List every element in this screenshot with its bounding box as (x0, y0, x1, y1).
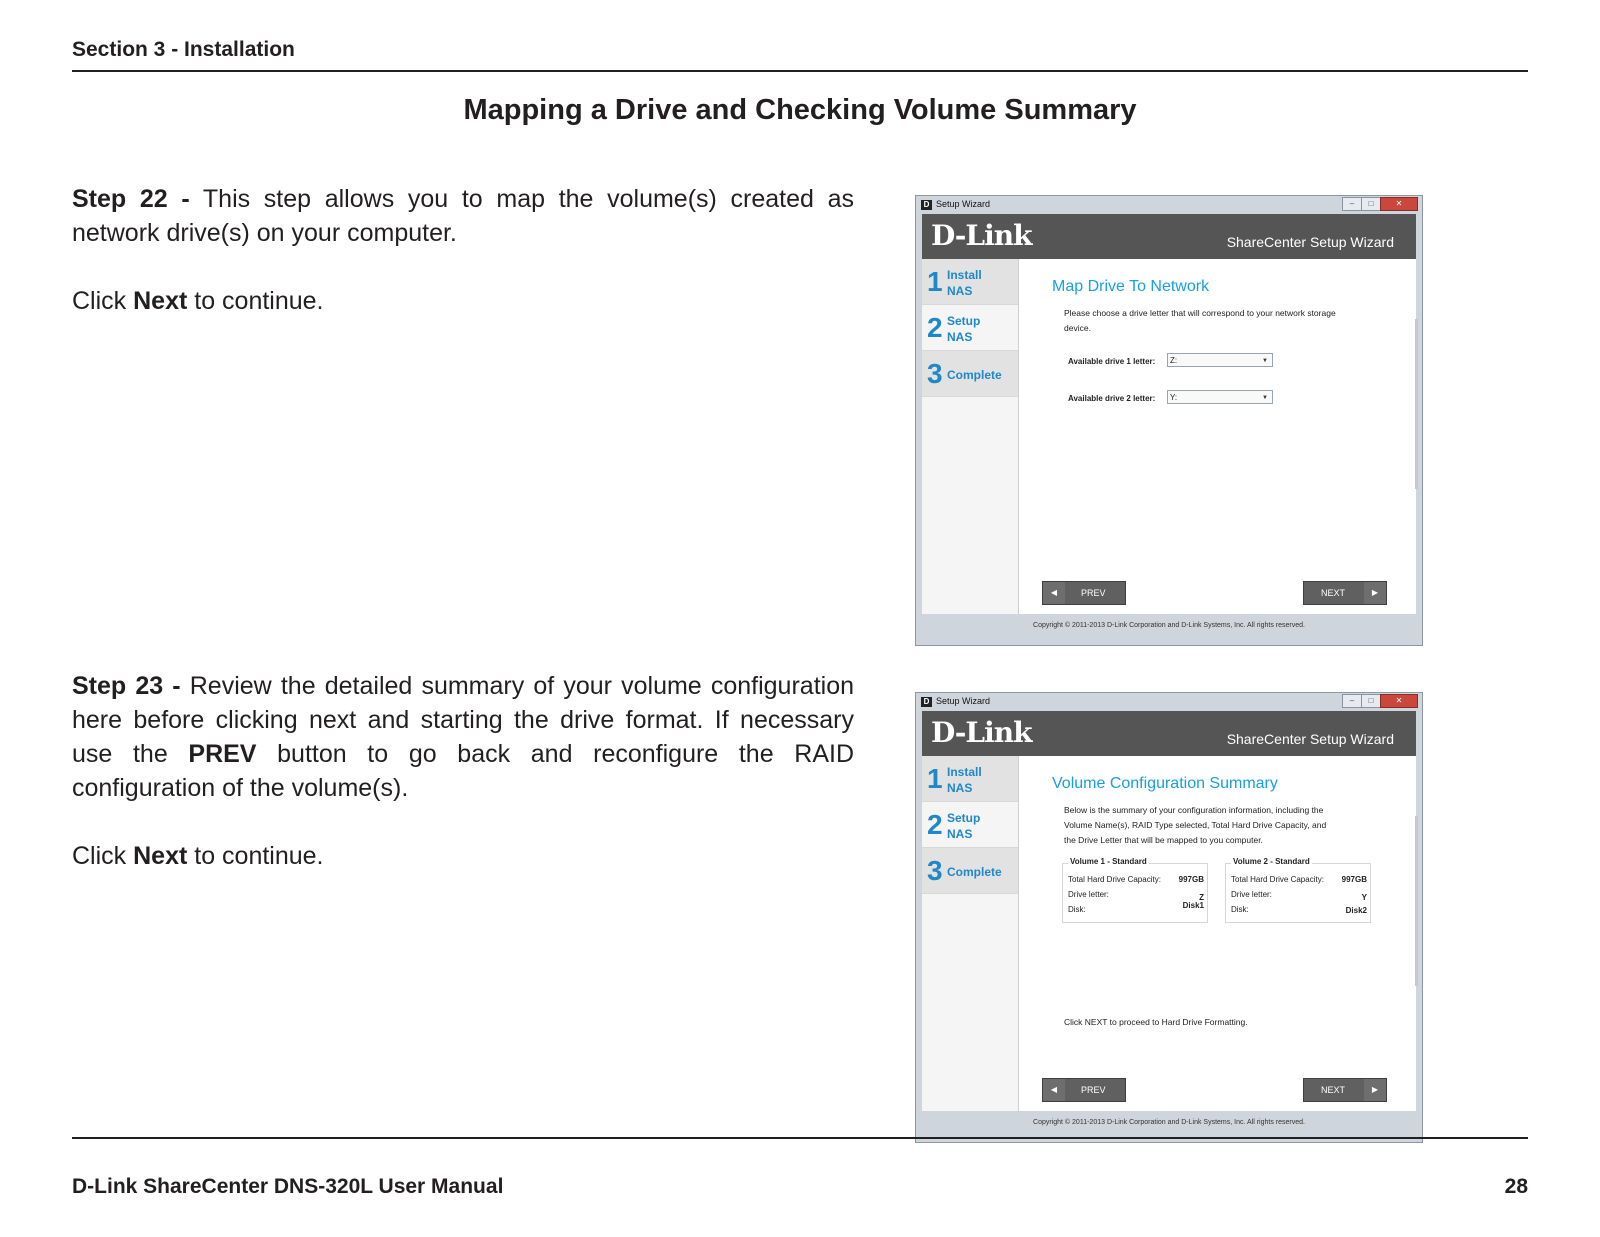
next-label: NEXT (1321, 1085, 1346, 1095)
capacity-label: Total Hard Drive Capacity: (1231, 875, 1324, 884)
header-rule (72, 70, 1528, 72)
wizard-title: ShareCenter Setup Wizard (1226, 234, 1394, 250)
volume-title: Volume 2 - Standard (1233, 857, 1310, 866)
disk-label: Disk: (1231, 905, 1249, 914)
manual-title: D-Link ShareCenter DNS-320L User Manual (72, 1175, 504, 1198)
continue-text: to continue. (187, 842, 324, 870)
content-title: Map Drive To Network (1052, 278, 1210, 295)
step-number: 2 (927, 809, 943, 840)
capacity-value: 997GB (1341, 875, 1367, 884)
content-description: Please choose a drive letter that will correspond to your network storage device. (1064, 308, 1336, 333)
disk-label: Disk: (1068, 905, 1086, 914)
setup-wizard-window-map-drive (915, 195, 1423, 646)
window-title: Setup Wizard (936, 199, 991, 209)
close-icon[interactable]: ✕ (1380, 694, 1418, 708)
click-text: Click (72, 287, 134, 315)
step-label: Install (947, 765, 982, 779)
disk-value: Disk1 (1182, 901, 1204, 910)
window-title: Setup Wizard (936, 696, 991, 706)
footer-rule (72, 1137, 1528, 1139)
minimize-icon[interactable]: – (1342, 197, 1362, 211)
step-23-text (72, 669, 854, 873)
volume-title: Volume 1 - Standard (1070, 857, 1147, 866)
setup-wizard-window-volume-summary (915, 692, 1423, 1143)
arrow-left-icon: ◀ (1043, 1079, 1065, 1101)
volume-2-summary (1225, 857, 1371, 923)
step-22-continue (72, 284, 854, 318)
capacity-row (1231, 875, 1367, 884)
next-button[interactable] (1303, 1078, 1387, 1102)
window-controls (1343, 197, 1418, 211)
drive-letter-row (1231, 890, 1367, 902)
step-number: 1 (927, 266, 943, 297)
drive-letter-row (1068, 890, 1204, 902)
prev-button[interactable] (1042, 581, 1126, 605)
sidebar-item-complete (922, 848, 1018, 894)
maximize-icon[interactable]: □ (1361, 694, 1381, 708)
step-number: 1 (927, 763, 943, 794)
drive-letter-label: Drive letter: (1068, 890, 1109, 899)
next-label: NEXT (1321, 588, 1346, 598)
sidebar-item-complete (922, 351, 1018, 397)
step-label: NAS (947, 781, 973, 795)
section-header: Section 3 - Installation (72, 38, 295, 61)
disk-row (1231, 905, 1367, 914)
step-23-label: Step 23 - (72, 672, 181, 700)
step-23-continue (72, 839, 854, 873)
prev-word: PREV (188, 740, 257, 768)
drive-1-select[interactable] (1167, 353, 1273, 367)
window-controls (1343, 694, 1418, 708)
copyright: Copyright © 2011-2013 D-Link Corporation and D-Link Systems, Inc. All rights reserved. (1033, 1119, 1305, 1126)
content-description: Below is the summary of your configuration information, including the Volume Name(s), RAID Type selected, Total Hard Drive Capacity, and the Drive Letter that will be mapped to you computer. (1064, 805, 1327, 845)
copyright: Copyright © 2011-2013 D-Link Corporation and D-Link Systems, Inc. All rights reserved. (1033, 622, 1305, 629)
step-label: Setup (947, 811, 981, 825)
click-text: Click (72, 842, 134, 870)
volume-1-summary (1062, 857, 1208, 923)
wizard-banner (922, 214, 1416, 259)
step-number: 3 (927, 855, 943, 886)
format-note: Click NEXT to proceed to Hard Drive Formatting. (1064, 1017, 1248, 1027)
capacity-row (1068, 875, 1204, 884)
wizard-body (922, 259, 1416, 614)
step-label: Complete (947, 368, 1002, 382)
drive-1-value: Z: (1170, 356, 1178, 365)
sidebar-item-setup-nas (922, 802, 1018, 848)
drive-2-value: Y: (1170, 393, 1178, 402)
step-23-body-b: button to go back and reconfigure the RAID configuration of the volume(s). (72, 740, 855, 802)
dlink-logo: D-Link (931, 716, 1032, 749)
disk-value: Disk2 (1345, 906, 1367, 915)
prev-label: PREV (1081, 588, 1106, 598)
next-button[interactable] (1303, 581, 1387, 605)
drive-2-label: Available drive 2 letter: (1068, 394, 1156, 403)
arrow-left-icon: ◀ (1043, 582, 1065, 604)
capacity-value: 997GB (1178, 875, 1204, 884)
step-label: Install (947, 268, 982, 282)
step-22-label: Step 22 - (72, 185, 190, 213)
step-label: Complete (947, 865, 1002, 879)
wizard-title: ShareCenter Setup Wizard (1226, 731, 1394, 747)
app-icon: D (921, 697, 932, 707)
content-title: Volume Configuration Summary (1052, 775, 1278, 792)
sidebar-item-install-nas (922, 756, 1018, 802)
page-number: 28 (1504, 1175, 1528, 1198)
drive-letter-label: Drive letter: (1231, 890, 1272, 899)
maximize-icon[interactable]: □ (1361, 197, 1381, 211)
arrow-right-icon: ▶ (1364, 582, 1386, 604)
dlink-logo: D-Link (931, 219, 1032, 252)
step-22-paragraph (72, 182, 854, 250)
window-titlebar (916, 196, 1422, 214)
wizard-steps-sidebar (922, 756, 1019, 1111)
step-label: Setup (947, 314, 981, 328)
step-number: 3 (927, 358, 943, 389)
prev-button[interactable] (1042, 1078, 1126, 1102)
disk-row (1068, 901, 1204, 914)
sidebar-item-setup-nas (922, 305, 1018, 351)
wizard-body (922, 756, 1416, 1111)
step-23-paragraph (72, 669, 854, 805)
minimize-icon[interactable]: – (1342, 694, 1362, 708)
next-word: Next (133, 842, 188, 870)
step-label: NAS (947, 827, 973, 841)
step-number: 2 (927, 312, 943, 343)
prev-label: PREV (1081, 1085, 1106, 1095)
wizard-banner (922, 711, 1416, 756)
page-title: Mapping a Drive and Checking Volume Summary (463, 94, 1137, 126)
arrow-right-icon: ▶ (1364, 1079, 1386, 1101)
wizard-steps-sidebar (922, 259, 1019, 614)
sidebar-item-install-nas (922, 259, 1018, 305)
close-icon[interactable]: ✕ (1380, 197, 1418, 211)
scrollbar[interactable] (1415, 319, 1418, 489)
drive-letter-value: Y (1361, 893, 1367, 902)
drive-1-label: Available drive 1 letter: (1068, 357, 1156, 366)
step-23-body-a: Review the detailed summary of your volume configuration here before clicking next and starting the drive format. If necessary use the (72, 672, 855, 768)
capacity-label: Total Hard Drive Capacity: (1068, 875, 1161, 884)
app-icon: D (921, 200, 932, 210)
next-word: Next (133, 287, 188, 315)
chevron-down-icon: ▼ (1262, 358, 1268, 364)
scrollbar[interactable] (1415, 816, 1418, 986)
step-label: NAS (947, 284, 973, 298)
step-22-text (72, 182, 854, 318)
step-label: NAS (947, 330, 973, 344)
step-22-body: This step allows you to map the volume(s) created as network drive(s) on your computer. (72, 185, 854, 247)
drive-letter-value: Z (1199, 893, 1204, 902)
continue-text: to continue. (187, 287, 324, 315)
window-titlebar (916, 693, 1422, 711)
chevron-down-icon: ▼ (1262, 395, 1268, 401)
drive-2-select[interactable] (1167, 390, 1273, 404)
